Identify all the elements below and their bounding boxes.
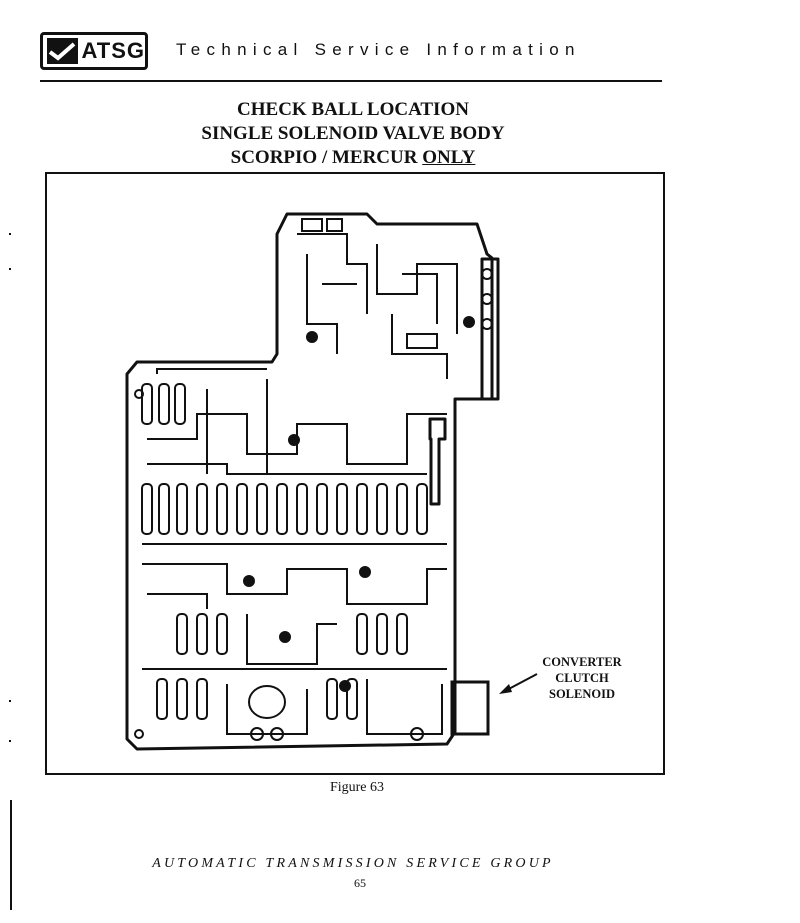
checkmark-icon <box>47 38 78 64</box>
scan-artifact-dot <box>9 700 11 702</box>
scan-artifact-dot <box>9 268 11 270</box>
atsg-logo <box>40 32 148 70</box>
scan-artifact-dot <box>9 740 11 742</box>
page-number: 65 <box>354 876 366 890</box>
solenoid-body <box>452 682 488 734</box>
callout-line-2: CLUTCH <box>555 671 609 685</box>
footer-organization: AUTOMATIC TRANSMISSION SERVICE GROUP <box>152 856 554 871</box>
page-title-line-3 <box>0 146 706 170</box>
header-title: Technical Service Information <box>176 40 581 59</box>
page-title-line-1: CHECK BALL LOCATION <box>237 99 469 120</box>
scan-artifact-dot <box>9 233 11 235</box>
page-title-line-2: SINGLE SOLENOID VALVE BODY <box>201 123 505 144</box>
figure-caption: Figure 63 <box>329 780 385 795</box>
logo-text: ATSG <box>81 38 145 63</box>
page-title-emphasis: ONLY <box>422 147 476 168</box>
callout-line-3: SOLENOID <box>549 687 615 701</box>
converter-clutch-solenoid-label <box>530 654 634 702</box>
callout-line-1: CONVERTER <box>542 655 622 669</box>
scan-artifact-line <box>10 800 12 910</box>
header-rule <box>40 80 662 82</box>
page-title-line-3-text: SCORPIO / MERCUR <box>230 147 423 168</box>
